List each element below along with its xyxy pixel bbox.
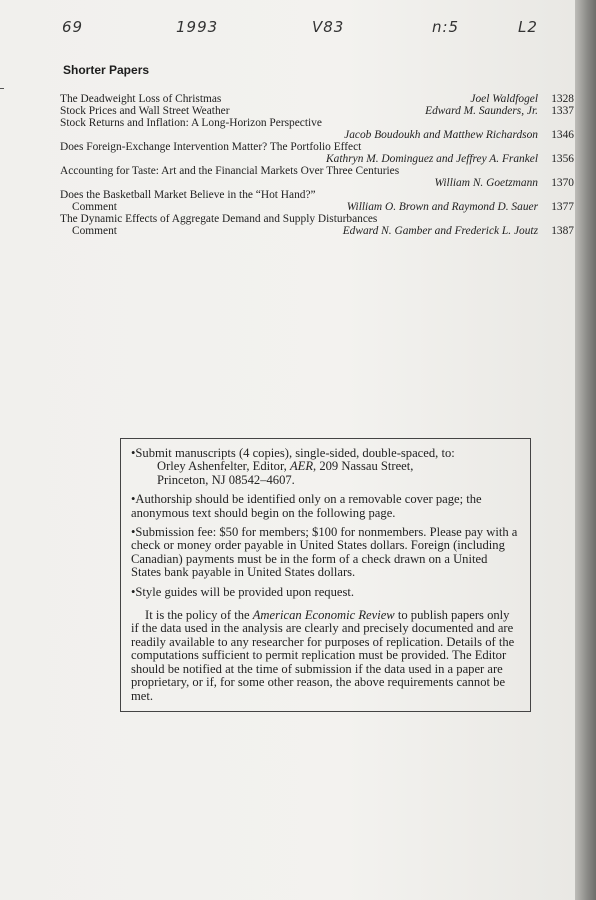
toc-entry [60,225,574,237]
toc-title: The Deadweight Loss of Christmas [60,93,222,105]
journal-abbrev: AER [289,459,314,474]
toc-author: William N. Goetzmann [434,177,538,189]
submission-notice [120,438,531,712]
toc-title: Stock Prices and Wall Street Weather [60,105,230,117]
toc-author: William O. Brown and Raymond D. Sauer [346,201,538,213]
notice-fee: •Submission fee: $50 for members; $100 for nonmembers. Please pay with a check or money order payable in United States dollars. Foreign (including Canadian) payments must be in the form of a check drawn on a United States bank payable in United States dollars. [131,525,518,580]
toc-title: Does Foreign-Exchange Intervention Matter? The Portfolio Effect [60,141,362,153]
notice-address [131,460,520,473]
table-of-contents [60,93,574,237]
toc-page-number: 1337 [551,105,574,117]
toc-entry [60,105,574,117]
toc-entry [60,141,574,153]
toc-author: Jacob Boudoukh and Matthew Richardson [344,129,538,141]
toc-page-number: 1346 [551,129,574,141]
handwritten-note: 69 [62,18,84,36]
toc-author: Edward M. Saunders, Jr. [425,105,538,117]
toc-author: Edward N. Gamber and Frederick L. Joutz [342,225,538,237]
notice-style-guides: •Style guides will be provided upon request. [131,584,355,599]
notice-authorship: •Authorship should be identified only on a removable cover page; the anonymous text should begin on the following page. [131,492,482,520]
handwritten-note: n:5 [432,18,460,36]
toc-entry [60,213,574,225]
notice-text: It is the policy of the [145,608,253,623]
toc-page-number: 1370 [551,177,574,189]
toc-title: Comment [72,201,117,213]
toc-entry [60,201,574,213]
toc-page-number: 1328 [551,93,574,105]
toc-entry [60,177,574,189]
handwritten-note: V83 [312,18,345,36]
toc-title: Does the Basketball Market Believe in the “Hot Hand?” [60,189,316,201]
section-title: Shorter Papers [63,63,150,77]
toc-author: Kathryn M. Dominguez and Jeffrey A. Frankel [326,153,538,165]
toc-page-number: 1356 [551,153,574,165]
notice-text: Orley Ashenfelter, Editor, [157,459,290,474]
notice-text: to publish papers only if the data used in the analysis are clearly and precisely documented and are readily available to any researcher for purposes of replication. Details of the computations sufficient to permit replication must be provided. The Editor should be notified at the time of submission if the data used in a paper are proprietary, or if, for some other reason, the above requirements cannot be met. [131,608,515,703]
toc-entry [60,93,574,105]
notice-text: , 209 Nassau Street, [313,459,414,474]
toc-entry [60,165,574,177]
toc-page-number: 1377 [551,201,574,213]
toc-entry [60,153,574,165]
toc-title: Stock Returns and Inflation: A Long-Horizon Perspective [60,117,322,129]
toc-title: The Dynamic Effects of Aggregate Demand and Supply Disturbances [60,213,378,225]
toc-entry [60,117,574,129]
toc-entry [60,129,574,141]
toc-page-number: 1387 [551,225,574,237]
notice-submit [131,447,520,487]
journal-name: American Economic Review [252,608,395,623]
margin-mark [0,88,4,89]
toc-title: Comment [72,225,117,237]
handwritten-note: 1993 [176,18,219,36]
handwritten-note: L2 [518,18,538,36]
notice-text: •Submit manuscripts (4 copies), single-sided, double-spaced, to: [131,446,455,460]
data-policy [131,609,520,703]
toc-title: Accounting for Taste: Art and the Financial Markets Over Three Centuries [60,165,400,177]
toc-entry [60,189,574,201]
book-spine [575,0,596,900]
notice-text: Princeton, NJ 08542–4607. [157,472,295,487]
toc-author: Joel Waldfogel [470,93,538,105]
